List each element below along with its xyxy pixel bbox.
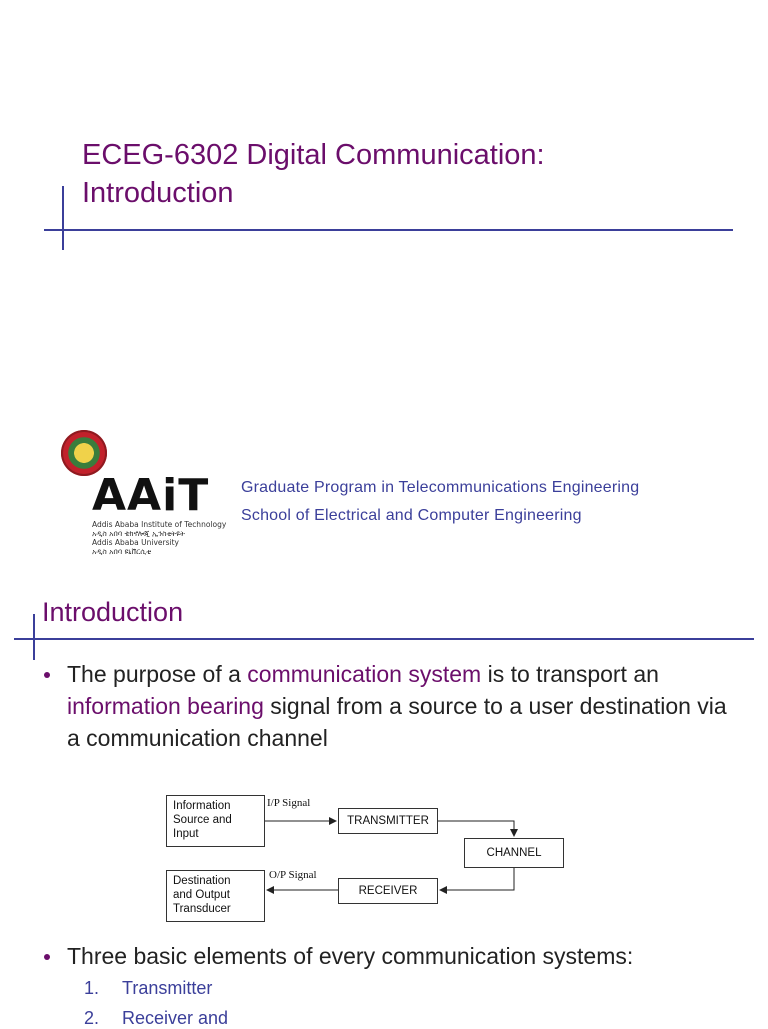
- bullet-dot-icon: [44, 954, 50, 960]
- source-box-line-3: Input: [173, 828, 199, 840]
- bullet-elements: [44, 940, 744, 972]
- logo-sub-4: አዲስ አበባ ዩኒቨርሲቲ: [92, 547, 152, 556]
- input-signal-label: I/P Signal: [267, 797, 311, 809]
- slide-title-line-2: Introduction: [82, 177, 234, 209]
- dest-box-line-1: Destination: [173, 875, 231, 887]
- logo-sub-2: አዲስ አበባ ቴክኖሎጂ ኢንስቲትዩት: [92, 529, 185, 538]
- logo-sub-1: Addis Ababa Institute of Technology: [92, 520, 227, 529]
- dest-box-line-2: and Output: [173, 889, 230, 901]
- list-item-number: 2.: [84, 1008, 100, 1028]
- logo-sub-3: Addis Ababa University: [92, 538, 179, 547]
- list-item-text: Receiver and: [122, 1008, 229, 1028]
- receiver-box: RECEIVER: [338, 878, 438, 904]
- dest-box-line-3: Transducer: [173, 903, 231, 915]
- highlight-communication-system: communication system: [247, 661, 482, 687]
- transmitter-box: TRANSMITTER: [338, 808, 438, 834]
- list-item-transmitter: [84, 978, 212, 999]
- program-name: Graduate Program in Telecommunications Engineering: [241, 479, 640, 496]
- bullet-purpose-text: The purpose of a communication system is to transport an information bearing signal from a source to a user destination via a communication channel: [67, 661, 727, 751]
- aait-logo: AAiT: [92, 470, 210, 521]
- list-item-receiver: [84, 1008, 228, 1029]
- output-signal-label: O/P Signal: [269, 869, 317, 881]
- source-box-line-1: Information: [173, 800, 231, 812]
- source-box-line-2: Source and: [173, 814, 232, 826]
- highlight-information-bearing: information bearing: [67, 693, 264, 719]
- channel-box: CHANNEL: [464, 838, 564, 868]
- school-name: School of Electrical and Computer Engineering: [241, 507, 582, 524]
- arrow-transmitter-to-channel: [438, 821, 514, 836]
- bullet-elements-text: Three basic elements of every communication systems:: [67, 943, 634, 969]
- list-item-text: Transmitter: [122, 978, 213, 998]
- list-item-number: 1.: [84, 978, 100, 998]
- arrow-channel-to-receiver: [440, 868, 514, 890]
- section-title: Introduction: [42, 597, 184, 627]
- slide-title-line-1: ECEG-6302 Digital Communication:: [82, 139, 545, 171]
